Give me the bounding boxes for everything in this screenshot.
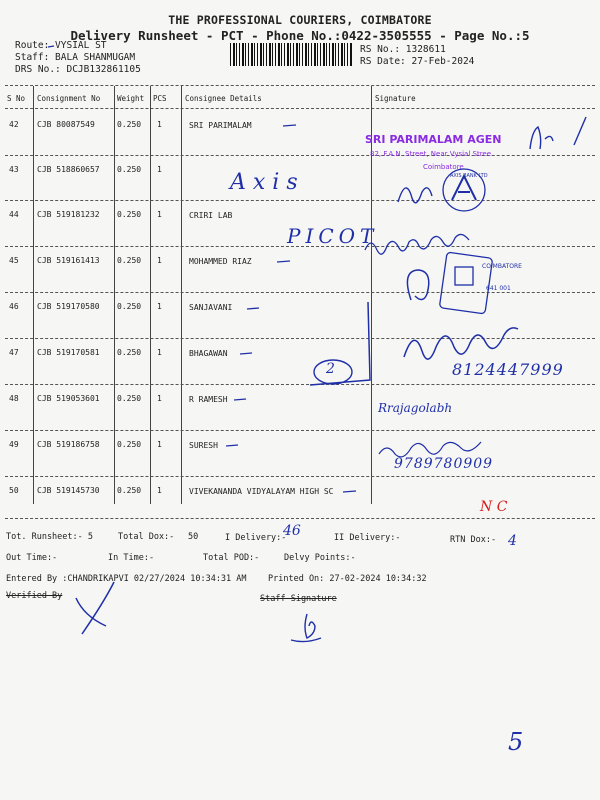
row-pcs: 1: [157, 120, 162, 129]
printed-on: Printed On: 27-02-2024 10:34:32: [268, 574, 427, 584]
handwritten-phone-1: 8124447999: [452, 360, 564, 379]
row-pcs: 1: [157, 256, 162, 265]
row-weight: 0.250: [117, 256, 142, 265]
row-weight: 0.250: [117, 302, 142, 311]
verified-by: Verified By: [6, 591, 63, 601]
col-sno: S No: [7, 94, 26, 103]
handwritten-picot: PICOT: [287, 224, 379, 248]
handwritten-name: Rrajagolabh: [378, 401, 453, 415]
row-weight: 0.250: [117, 210, 142, 219]
entered-by: Entered By :CHANDRIKAPVI 02/27/2024 10:34:31 AM: [6, 574, 247, 584]
row-pcs: 1: [157, 486, 162, 495]
row-pcs: 1: [157, 440, 162, 449]
row-sno: 44: [9, 210, 19, 219]
signature-parimalam: [500, 115, 590, 155]
parimalam-stamp-city: Coimbatore: [423, 163, 464, 171]
row-sno: 47: [9, 348, 19, 357]
row-weight: 0.250: [117, 348, 142, 357]
signature-bhagawan: [400, 325, 530, 365]
staff-signature: [285, 608, 330, 648]
parimalam-stamp-title: SRI PARIMALAM AGEN: [365, 133, 502, 146]
row-consignee: R RAMESH: [189, 395, 228, 404]
in-time: In Time:-: [108, 553, 155, 563]
handwritten-nc: N C: [480, 499, 508, 515]
handwritten-axis: Axis: [230, 170, 305, 195]
row-consignee: BHAGAWAN: [189, 349, 228, 358]
row-consignee: SRI PARIMALAM: [189, 121, 252, 130]
row-consignment: CJB 80087549: [37, 120, 95, 129]
row-sno: 42: [9, 120, 19, 129]
rs-date: RS Date: 27-Feb-2024: [360, 56, 475, 67]
row-consignee: MOHAMMED RIAZ: [189, 257, 252, 266]
tot-runsheet: Tot. Runsheet:- 5: [6, 532, 93, 542]
sbi-stamp-code: 641 001: [486, 285, 511, 292]
row-consignment: CJB 519181232: [37, 210, 100, 219]
row-pcs: 1: [157, 210, 162, 219]
drs-number: DRS No.: DCJB132861105: [15, 64, 141, 75]
rtn-dox: RTN Dox:-: [450, 535, 497, 545]
row-consignee: SANJAVANI: [189, 303, 233, 312]
total-dox-value: 50: [188, 532, 199, 542]
row-weight: 0.250: [117, 440, 142, 449]
row-consignee: SURESH: [189, 441, 218, 450]
handwritten-rtn-count: 4: [508, 533, 517, 549]
row-sno: 46: [9, 302, 19, 311]
row-pcs: 1: [157, 165, 162, 174]
row-consignment: CJB 519161413: [37, 256, 100, 265]
company-title: THE PROFESSIONAL COURIERS, COIMBATORE: [168, 13, 432, 27]
staff-label: Staff: BALA SHANMUGAM: [15, 52, 136, 63]
runsheet-subtitle: Delivery Runsheet - PCT - Phone No.:0422-3505555 - Page No.:5: [70, 28, 530, 43]
row-sno: 45: [9, 256, 19, 265]
row-sno: 50: [9, 486, 19, 495]
row-consignment: CJB 519053601: [37, 394, 100, 403]
row-weight: 0.250: [117, 394, 142, 403]
handwritten-delivery-count: 46: [283, 523, 301, 539]
total-dox-label: Total Dox:-: [118, 532, 175, 542]
verified-signature: [60, 578, 120, 638]
i-delivery: I Delivery:-: [225, 533, 287, 543]
row-consignment: CJB 519170581: [37, 348, 100, 357]
row-consignment: CJB 519170580: [37, 302, 100, 311]
row-sno: 48: [9, 394, 19, 403]
row-sno: 49: [9, 440, 19, 449]
parimalam-stamp-address: 82, F.A.N. Street, Near Vysial Stree: [370, 150, 492, 158]
handwritten-page-mark: 5: [508, 728, 524, 756]
col-weight: Weight: [117, 94, 145, 103]
out-time: Out Time:-: [6, 553, 58, 563]
total-pod: Total POD:-: [203, 553, 260, 563]
staff-signature-label: Staff Signature: [260, 594, 337, 604]
row-consignee: VIVEKANANDA VIDYALAYAM HIGH SC: [189, 487, 334, 496]
handwritten-phone-2: 9789780909: [394, 456, 494, 472]
col-signature: Signature: [375, 94, 416, 103]
rs-number: RS No.: 1328611: [360, 44, 446, 55]
row-bracket-mark: [300, 300, 380, 390]
delvy-points: Delvy Points:-: [284, 553, 356, 563]
row-pcs: 1: [157, 302, 162, 311]
row-weight: 0.250: [117, 165, 142, 174]
row-consignee: CRIRI LAB: [189, 211, 233, 220]
row-weight: 0.250: [117, 120, 142, 129]
circled-number: 2: [326, 361, 335, 377]
axis-bank-stamp-text: AXIS BANK LTD: [450, 173, 488, 179]
col-pcs: PCS: [153, 94, 167, 103]
route-label: Route: VYSIAL ST: [15, 40, 107, 51]
row-pcs: 1: [157, 394, 162, 403]
col-consignee: Consignee Details: [185, 94, 262, 103]
row-weight: 0.250: [117, 486, 142, 495]
col-consignment: Consignment No: [37, 94, 101, 103]
ii-delivery: II Delivery:-: [334, 533, 401, 543]
row-pcs: 1: [157, 348, 162, 357]
row-consignment: CJB 519145730: [37, 486, 100, 495]
row-sno: 43: [9, 165, 19, 174]
row-consignment: CJB 519186758: [37, 440, 100, 449]
row-consignment: CJB 518860657: [37, 165, 100, 174]
sbi-stamp-city: COIMBATORE: [482, 263, 522, 270]
